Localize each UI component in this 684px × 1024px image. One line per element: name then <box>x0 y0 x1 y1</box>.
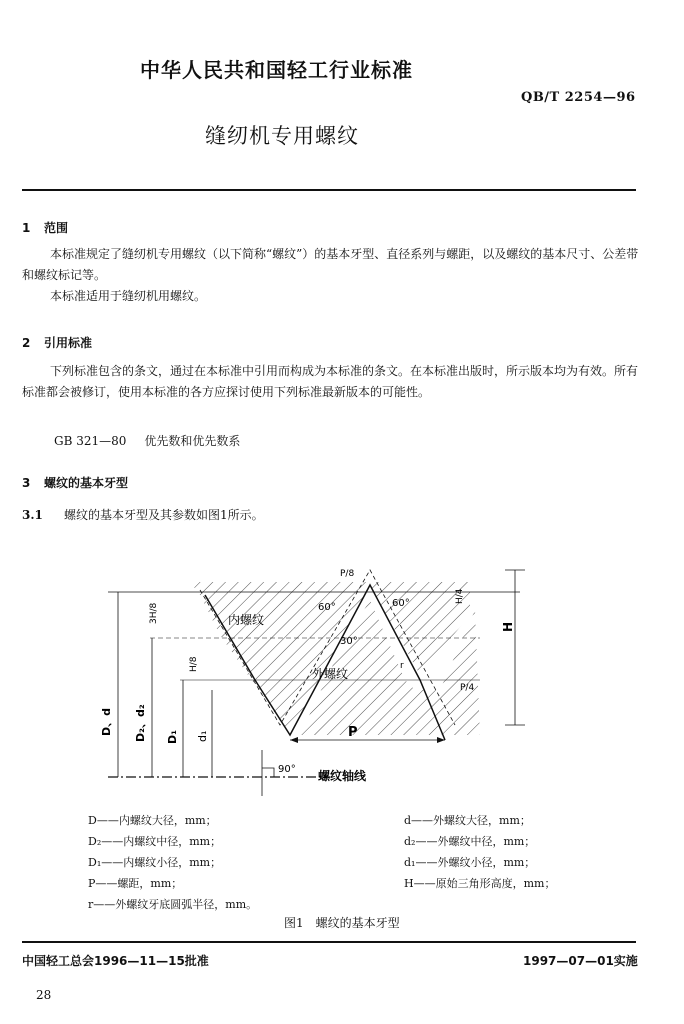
figure-caption: 图1 螺纹的基本牙型 <box>284 916 400 930</box>
section-2-heading <box>22 334 92 351</box>
dim-D1-label: D₁ <box>166 730 179 744</box>
internal-thread-label: 内螺纹 <box>228 613 265 627</box>
legend-item: r——外螺纹牙底圆弧半径，mm。 <box>88 898 258 911</box>
reference-title: 优先数和优先数系 <box>144 434 241 448</box>
angle-60-right: 60° <box>392 598 410 609</box>
footer-rule <box>22 941 636 943</box>
dim-Dd-label: D、d <box>100 707 113 736</box>
issuing-body-title: 中华人民共和国轻工行业标准 <box>140 58 413 82</box>
legend-item: D——内螺纹大径，mm； <box>88 814 217 827</box>
section-3-heading <box>22 474 128 491</box>
section-3-title: 螺纹的基本牙型 <box>44 476 129 490</box>
section-1-title: 范围 <box>44 221 69 235</box>
normative-reference <box>54 432 240 449</box>
section-1-paragraph-1: 本标准规定了缝纫机专用螺纹（以下简称“螺纹”）的基本牙型、直径系列与螺距，以及螺纹的基本尺寸、公差带和螺纹标记等。 <box>22 247 639 282</box>
legend-left <box>88 810 257 915</box>
angle-30: 30° <box>340 636 358 647</box>
clause-3-1 <box>22 506 264 523</box>
legend-item: d₂——外螺纹中径，mm； <box>404 835 536 848</box>
pitch-P-label: P <box>348 725 358 740</box>
section-2-paragraph-1: 下列标准包含的条文，通过在本标准中引用而构成为本标准的条文。在本标准出版时，所示版本均为有效。所有标准都会被修订，使用本标准的各方应探讨使用下列标准最新版本的可能性。 <box>22 364 639 399</box>
legend-item: D₁——内螺纹小径，mm； <box>88 856 222 869</box>
dim-D2d2-label: D₂、d₂ <box>134 704 147 742</box>
legend-item: d——外螺纹大径，mm； <box>404 814 531 827</box>
clause-3-1-number: 3.1 <box>22 508 43 522</box>
external-thread-label: 外螺纹 <box>312 667 349 681</box>
standard-number: QB/T 2254—96 <box>521 90 636 105</box>
legend-right <box>404 810 555 894</box>
clause-3-1-text: 螺纹的基本牙型及其参数如图1所示。 <box>64 508 264 522</box>
page-number: 28 <box>36 988 52 1002</box>
thread-axis-label: 螺纹轴线 <box>318 769 367 783</box>
approval-date: 中国轻工总会1996—11—15批准 <box>22 954 209 968</box>
angle-60-left: 60° <box>318 602 336 613</box>
implementation-date: 1997—07—01实施 <box>523 954 638 968</box>
height-H-label: H <box>501 621 515 632</box>
legend-item: D₂——内螺纹中径，mm； <box>88 835 222 848</box>
section-1-paragraph-2: 本标准适用于缝纫机用螺纹。 <box>50 289 207 303</box>
root-radius-label: r <box>400 661 404 671</box>
legend-item: P——螺距，mm； <box>88 877 183 890</box>
thread-profile-figure <box>0 540 684 810</box>
dim-3H8-label: 3H/8 <box>149 602 159 624</box>
dim-d1-label: d₁ <box>196 730 209 742</box>
header-rule <box>22 189 636 191</box>
dim-P4-label: P/4 <box>460 683 475 693</box>
section-2-number: 2 <box>22 336 31 350</box>
dim-H8-label: H/8 <box>189 656 199 672</box>
section-2-title: 引用标准 <box>44 336 93 350</box>
reference-code: GB 321—80 <box>54 434 127 448</box>
section-1-number: 1 <box>22 221 31 235</box>
legend-item: H——原始三角形高度，mm； <box>404 877 556 890</box>
dim-P8-label: P/8 <box>340 569 355 579</box>
section-3-number: 3 <box>22 476 31 490</box>
document-title: 缝纫机专用螺纹 <box>205 124 359 148</box>
angle-90: 90° <box>278 764 296 775</box>
section-1-heading <box>22 219 68 236</box>
legend-item: d₁——外螺纹小径，mm； <box>404 856 536 869</box>
dim-H4-label: H/4 <box>455 588 465 604</box>
